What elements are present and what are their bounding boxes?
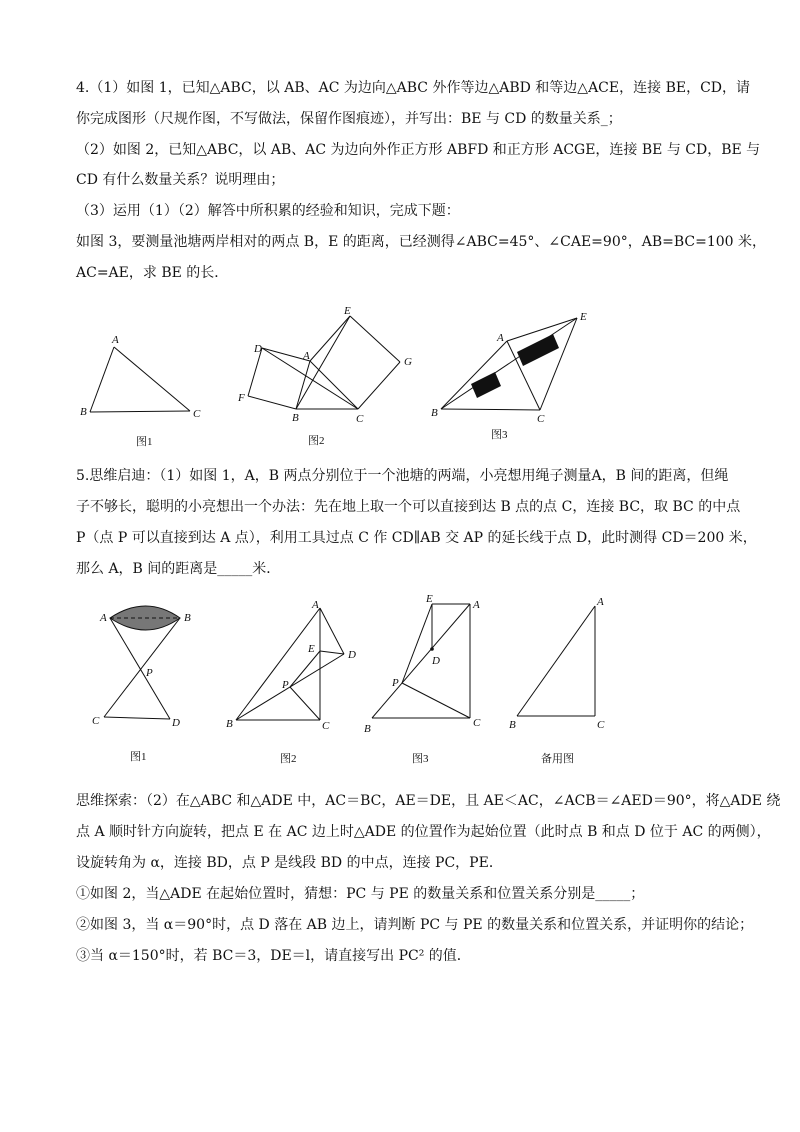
label-F: F <box>238 392 245 404</box>
p5-line3: P（点 P 可以直接到达 A 点），利用工具过点 C 作 CD∥AB 交 AP 的延长线于点 D，此时测得 CD＝200 米， <box>76 530 757 546</box>
label-C: C <box>356 413 364 425</box>
label-E: E <box>580 311 587 323</box>
label-B: B <box>184 612 191 624</box>
p5-figure-1 <box>88 598 198 768</box>
caption: 图3 <box>491 429 508 441</box>
p4-line1: 4.（1）如图 1，已知△ABC，以 AB、AC 为边向△ABC 外作等边△ABD 和等边△ACE，连接 BE，CD，请 <box>76 80 751 96</box>
label-A: A <box>497 332 504 344</box>
p5-line1: 5.思维启迪：（1）如图 1，A，B 两点分别位于一个池塘的两端，小亮想用绳子测量A，B 间的距离，但绳 <box>76 468 729 484</box>
label-B: B <box>226 718 233 730</box>
p4-line7: AC=AE，求 BE 的长． <box>76 265 229 281</box>
p4-line4: CD 有什么数量关系？说明理由； <box>76 172 285 188</box>
label-E: E <box>426 593 433 605</box>
label-C: C <box>537 413 545 425</box>
p5-line7: 设旋转角为 α，连接 BD，点 P 是线段 BD 的中点，连接 PC，PE． <box>76 855 503 871</box>
p5-line10: ③当 α＝150°时，若 BC＝3，DE＝l，请直接写出 PC² 的值． <box>76 948 471 964</box>
label-P: P <box>146 667 153 679</box>
label-A: A <box>312 599 319 611</box>
p4-line6: 如图 3，要测量池塘两岸相对的两点 B，E 的距离，已经测得∠ABC=45°、∠CAE=90°，AB=BC=100 米， <box>76 234 767 250</box>
label-C: C <box>597 719 605 731</box>
label-D: D <box>432 655 440 667</box>
label-B: B <box>431 407 438 419</box>
caption: 备用图 <box>541 753 574 765</box>
label-D: D <box>254 343 262 355</box>
label-B: B <box>364 723 371 735</box>
label-C: C <box>473 717 481 729</box>
p4-line3: （2）如图 2，已知△ABC，以 AB、AC 为边向外作正方形 ABFD 和正方形 ACGE，连接 BE 与 CD，BE 与 <box>76 142 761 158</box>
label-A: A <box>303 350 310 362</box>
p5-line8: ①如图 2，当△ADE 在起始位置时，猜想：PC 与 PE 的数量关系和位置关系分别是_____； <box>76 886 645 902</box>
label-C: C <box>193 408 201 420</box>
p5-figure-3 <box>360 592 490 768</box>
p4-line2: 你完成图形（尺规作图，不写做法，保留作图痕迹），并写出：BE 与 CD 的数量关系_； <box>76 111 622 127</box>
label-C: C <box>322 720 330 732</box>
p5-line5: 思维探索：（2）在△ABC 和△ADE 中，AC＝BC，AE＝DE，且 AE＜AC，∠ACB＝∠AED＝90°，将△ADE 绕 <box>76 793 781 809</box>
label-A: A <box>112 334 119 346</box>
label-D: D <box>172 717 180 729</box>
p5-figure-2 <box>222 596 372 768</box>
label-C: C <box>92 715 100 727</box>
label-E: E <box>344 305 351 317</box>
label-B: B <box>80 406 87 418</box>
caption: 图1 <box>130 751 147 763</box>
label-P: P <box>282 679 289 691</box>
label-E: E <box>308 643 315 655</box>
p5-line2: 子不够长，聪明的小亮想出一个办法：先在地上取一个可以直接到达 B 点的点 C，连接 BC，取 BC 的中点 <box>76 499 741 515</box>
caption: 图2 <box>280 753 297 765</box>
p5-line4: 那么 A，B 间的距离是_____米． <box>76 561 281 577</box>
label-G: G <box>404 356 412 368</box>
label-A: A <box>100 612 107 624</box>
p5-figure-4 <box>505 592 625 768</box>
label-B: B <box>509 719 516 731</box>
caption: 图3 <box>412 753 429 765</box>
label-D: D <box>348 649 356 661</box>
caption: 图2 <box>308 435 325 447</box>
p4-line5: （3）运用（1）（2）解答中所积累的经验和知识，完成下题： <box>76 203 460 219</box>
label-A: A <box>597 596 604 608</box>
p4-figure-2 <box>228 302 428 450</box>
p5-line9: ②如图 3，当 α＝90°时，点 D 落在 AB 边上，请判断 PC 与 PE 的数量关系和位置关系，并证明你的结论； <box>76 917 754 933</box>
label-P: P <box>392 677 399 689</box>
p4-figure-3 <box>425 306 595 446</box>
label-B: B <box>292 412 299 424</box>
label-A: A <box>473 599 480 611</box>
p4-figure-1 <box>70 325 210 450</box>
p5-line6: 点 A 顺时针方向旋转，把点 E 在 AC 边上时△ADE 的位置作为起始位置（此时点 B 和点 D 位于 AC 的两侧）， <box>76 824 771 840</box>
caption: 图1 <box>136 436 153 448</box>
